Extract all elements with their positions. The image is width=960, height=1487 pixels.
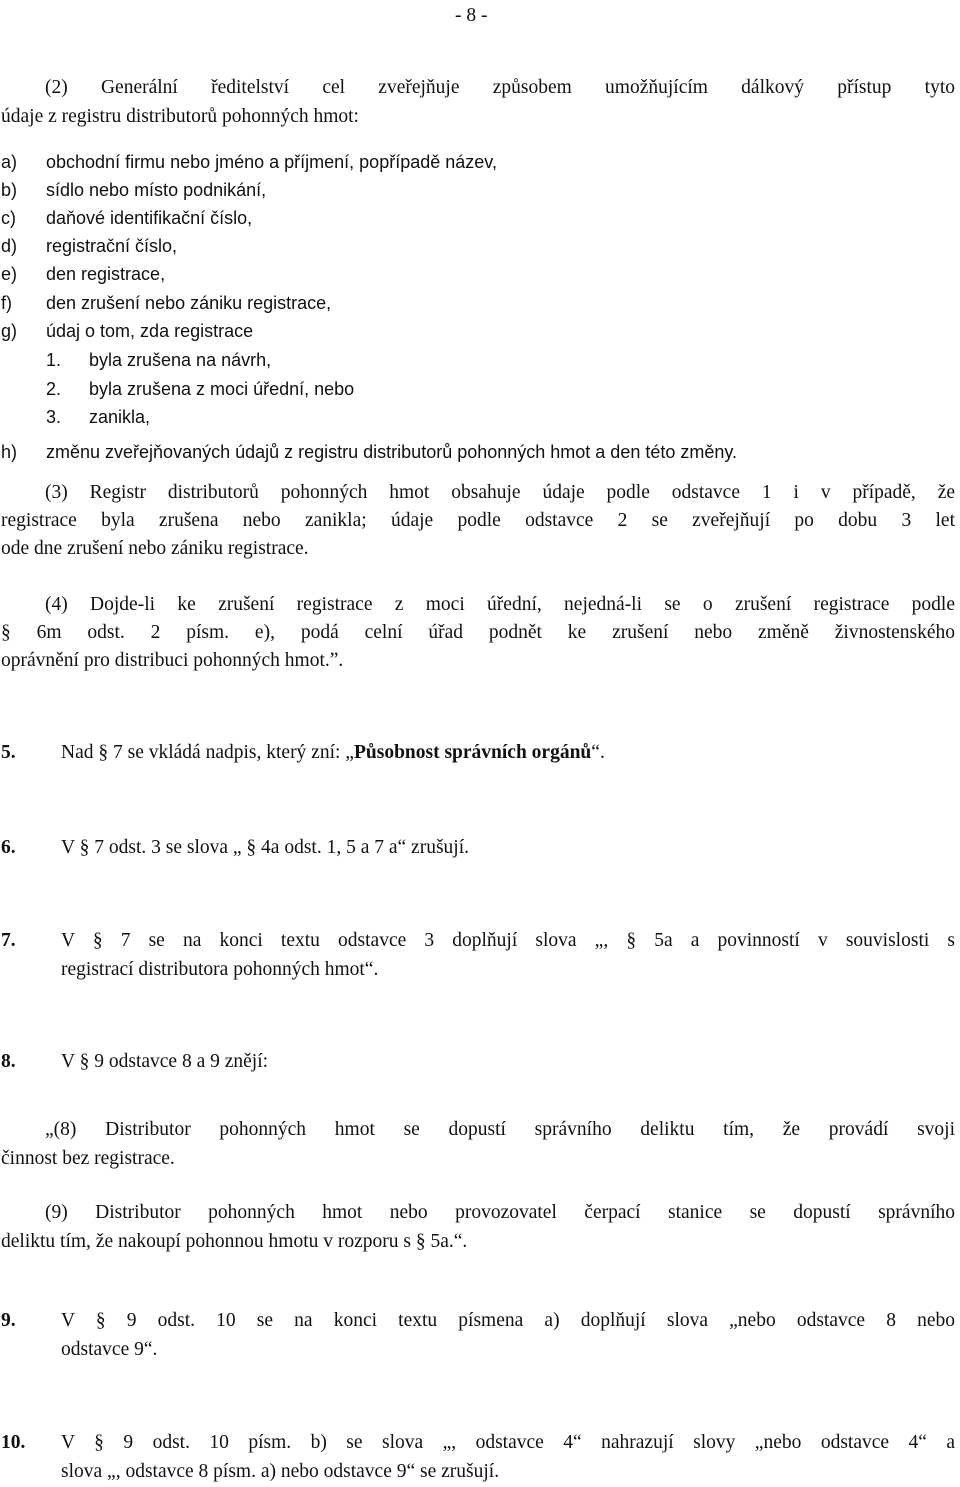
sublist-item-text: byla zrušena na návrh, (89, 350, 272, 370)
item-8-text: V § 9 odstavce 8 a 9 znějí: (61, 1051, 269, 1072)
para-4-line-3: oprávnění pro distribuci pohonných hmot.ˮ. (1, 650, 344, 671)
item-10-line-2: slova „, odstavce 8 písm. a) nebo odstavce 9“ se zrušují. (61, 1461, 500, 1482)
new-para-9-line-1: (9) Distributor pohonných hmot nebo provozovatel čerpací stanice se dopustí správního (45, 1202, 955, 1223)
item-6-number: 6. (1, 837, 16, 858)
new-para-9-line-2: deliktu tím, že nakoupí pohonnou hmotu v rozporu s § 5a.“. (1, 1231, 468, 1252)
list-item-label: a) (1, 152, 18, 172)
list-item-text: sídlo nebo místo podnikání, (46, 180, 267, 200)
para-3-line-2: registrace byla zrušena nebo zanikla; údaje podle odstavce 2 se zveřejňují po dobu 3 let (1, 510, 955, 531)
sublist-item-label: 3. (46, 407, 62, 427)
list-item-label: g) (1, 321, 18, 341)
list-item-text: změnu zveřejňovaných údajů z registru distributorů pohonných hmot a den této změny. (46, 442, 738, 462)
para-2-line-2: údaje z registru distributorů pohonných hmot: (1, 106, 359, 127)
item-10-number: 10. (1, 1432, 26, 1453)
para-2-line-1: (2) Generální ředitelství cel zveřejňuje způsobem umožňujícím dálkový přístup tyto (45, 77, 955, 98)
list-item-label: e) (1, 264, 18, 284)
list-item-label: b) (1, 180, 18, 200)
item-9-number: 9. (1, 1310, 16, 1331)
sublist-item-text: byla zrušena z moci úřední, nebo (89, 379, 355, 399)
item-5-heading: Působnost správních orgánů (353, 742, 592, 763)
list-item-label: c) (1, 208, 16, 228)
page-number: - 8 - (455, 5, 488, 26)
item-5-text (61, 741, 605, 765)
item-7-line-1: V § 7 se na konci textu odstavce 3 doplňují slova „, § 5a a povinností v souvislosti s (61, 930, 955, 951)
item-7-line-2: registrací distributora pohonných hmot“. (61, 959, 379, 980)
new-para-8-line-2: činnost bez registrace. (1, 1148, 175, 1169)
list-item-text: údaj o tom, zda registrace (46, 321, 254, 341)
new-para-8-line-1: „(8) Distributor pohonných hmot se dopustí správního deliktu tím, že provádí svoji (45, 1119, 955, 1140)
item-5-number: 5. (1, 742, 16, 763)
sublist-item-label: 2. (46, 379, 62, 399)
para-3-line-3: ode dne zrušení nebo zániku registrace. (1, 538, 309, 559)
para-4-line-1: (4) Dojde-li ke zrušení registrace z moci úřední, nejedná-li se o zrušení registrace podle (45, 594, 955, 615)
item-9-line-1: V § 9 odst. 10 se na konci textu písmena a) doplňují slova „nebo odstavce 8 nebo (61, 1310, 955, 1331)
list-item-text: obchodní firmu nebo jméno a příjmení, popřípadě název, (46, 152, 497, 172)
list-item-text: registrační číslo, (46, 236, 178, 256)
para-3-line-1: (3) Registr distributorů pohonných hmot obsahuje údaje podle odstavce 1 i v případě, že (45, 482, 955, 503)
item-5-post: “. (591, 742, 605, 763)
sublist-item-text: zanikla, (89, 407, 151, 427)
list-item-label: f) (1, 293, 12, 313)
item-6-text: V § 7 odst. 3 se slova „ § 4a odst. 1, 5 a 7 a“ zrušují. (61, 837, 469, 858)
list-item-text: daňové identifikační číslo, (46, 208, 253, 228)
sublist-item-label: 1. (46, 350, 62, 370)
para-4-line-2: § 6m odst. 2 písm. e), podá celní úřad podnět ke zrušení nebo změně živnostenského (1, 622, 955, 643)
list-item-label: h) (1, 442, 18, 462)
list-item-text: den registrace, (46, 264, 166, 284)
item-8-number: 8. (1, 1051, 16, 1072)
item-9-line-2: odstavce 9“. (61, 1339, 158, 1360)
item-10-line-1: V § 9 odst. 10 písm. b) se slova „, odstavce 4“ nahrazují slovy „nebo odstavce 4“ a (61, 1432, 955, 1453)
list-item-label: d) (1, 236, 18, 256)
item-5-pre: Nad § 7 se vkládá nadpis, který zní: „ (61, 742, 354, 763)
list-item-text: den zrušení nebo zániku registrace, (46, 293, 332, 313)
item-7-number: 7. (1, 930, 16, 951)
